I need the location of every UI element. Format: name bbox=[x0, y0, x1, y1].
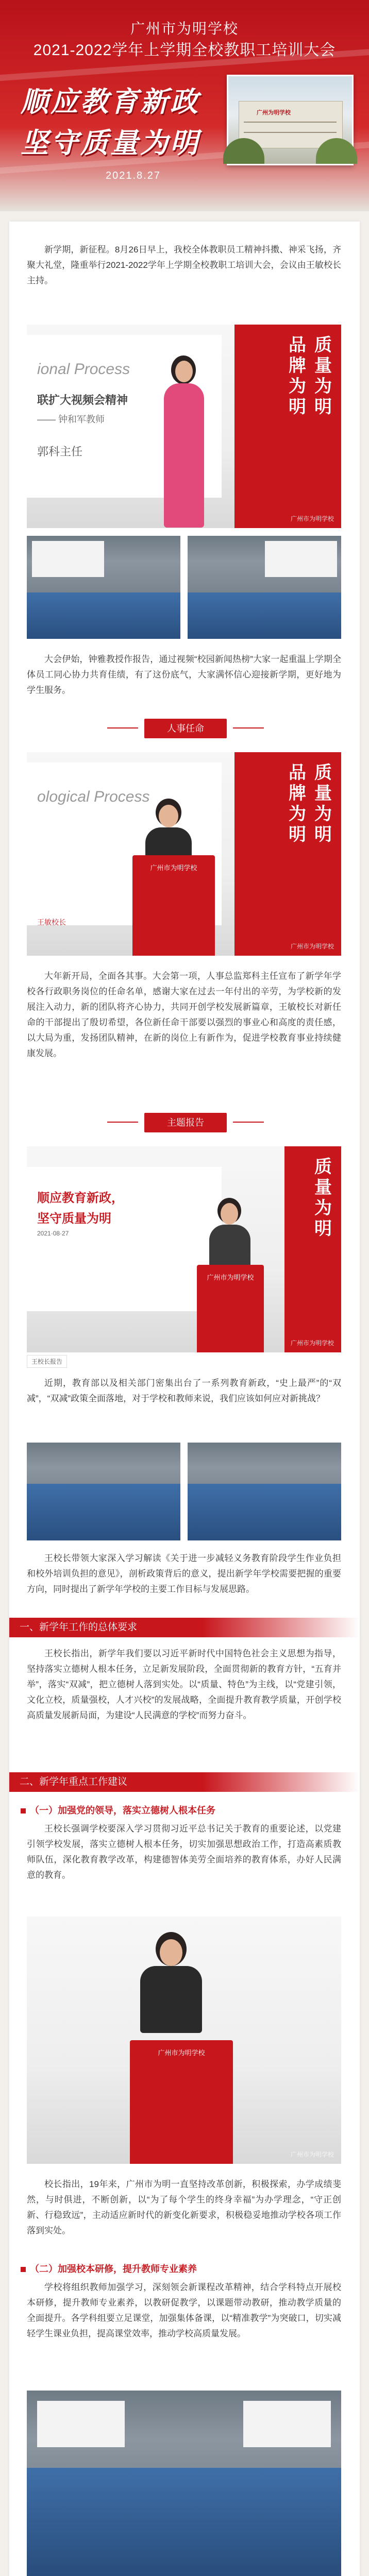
header-date: 2021.8.27 bbox=[106, 170, 161, 181]
section-title-personnel: 人事任命 bbox=[144, 719, 227, 738]
screen-date: 2021·08·27 bbox=[37, 1230, 69, 1237]
hall-screen bbox=[37, 2401, 125, 2447]
hall-screen bbox=[265, 541, 337, 577]
event-photo-report bbox=[27, 1146, 341, 1352]
audience-photo-right bbox=[188, 536, 341, 639]
header-slogan-line2: 坚守质量为明 bbox=[21, 128, 200, 159]
screen-text: ional Process bbox=[37, 361, 130, 378]
building-window bbox=[244, 122, 337, 123]
audience-photo-left bbox=[27, 1443, 180, 1540]
podium bbox=[130, 2040, 233, 2164]
face bbox=[160, 1939, 182, 1966]
header-org: 广州市为明学校 bbox=[130, 21, 239, 37]
podium bbox=[197, 1265, 264, 1352]
subheading-2 bbox=[21, 2262, 197, 2275]
bullet-square-icon bbox=[21, 2267, 26, 2272]
header-conference-title: 2021-2022学年上学期全校教职工培训大会 bbox=[33, 42, 336, 59]
intro-paragraph-2: 大会伊始，钟雅教授作报告，通过视频“校园新闻热榜”大家一起重温上学期全体员工同心协力共育佳绩，有了这份底气，大家满怀信心迎接新学期，更好地为学生服务。 bbox=[27, 654, 341, 695]
face bbox=[175, 361, 193, 382]
event-photo-headmaster bbox=[27, 752, 341, 956]
photo-caption: 王校长报告 bbox=[27, 1355, 67, 1368]
hall-screen bbox=[32, 541, 104, 577]
part2-paragraph-3: 学校将组织教师加强学习，深刻领会新课程改革精神，结合学科特点开展校本研修，提升教师专业素养，以教研促教学，以课题带动教研，推动教学质量的全面提升。各学科组要立足课堂，加强集体备课，以“精准教学”为突破口，切实减轻学生课业负担，提高课堂效率，推动学校高质量发展。 bbox=[27, 2282, 341, 2338]
face bbox=[159, 805, 178, 827]
screen-text: ological Process bbox=[37, 788, 150, 805]
red-banner bbox=[284, 1146, 341, 1352]
podium bbox=[132, 855, 215, 956]
watermark: 广州市为明学校 bbox=[290, 1340, 334, 1347]
speaker-name: 王敏校长 bbox=[37, 918, 66, 926]
screen-name: 郭科主任 bbox=[37, 445, 83, 458]
face bbox=[221, 1203, 238, 1225]
seats bbox=[27, 1484, 180, 1540]
subheading-1 bbox=[21, 1803, 215, 1817]
subheading-text: （一）加强党的领导，落实立德树人根本任务 bbox=[30, 1805, 215, 1816]
report-paragraph-2: 王校长带领大家深入学习解读《关于进一步减轻义务教育阶段学生作业负担和校外培训负担的意见》，剖析政策背后的意义，提出新学年学校需要把握的重要方向，同时提出了新学年学校的主要工作目标与发展思路。 bbox=[27, 1553, 341, 1594]
seats bbox=[27, 2468, 341, 2576]
body bbox=[140, 1966, 202, 2033]
part2-paragraph-1: 王校长强调学校要深入学习贯彻习近平总书记关于教育的重要论述，以党建引领学校发展，落实立德树人根本任务，切实加强思想政治工作，打造高素质教师队伍，深化教育教学改革，构建德智体美劳全面培养的教育体系，办好人民满意的教育。 bbox=[27, 1824, 341, 1880]
part2-paragraph-2: 校长指出，19年来，广州市为明一直坚持改革创新，积极探索，办学成绩斐然，与时俱进，不断创新，以“为了每个学生的终身幸福”为办学理念，“守正创新、行稳致远”，主动适应新时代的新变化新要求，积极稳妥地推动学校各项工作落到实处。 bbox=[27, 2179, 341, 2235]
school-building-photo bbox=[227, 75, 354, 165]
audience-photo-wide bbox=[27, 2391, 341, 2576]
heading-part2: 二、新学年重点工作建议 bbox=[9, 1772, 360, 1792]
seats bbox=[27, 592, 180, 639]
personnel-paragraph: 大年新开局，全面各其事。大会第一项，人事总监郑科主任宣布了新学年学校各行政职务岗位的任命名单，感谢大家在过去一年付出的辛劳，为学校新的发展注入动力，新的团队将齐心协力，共同开创学校发展新篇章，王敏校长对新任命的干部提出了殷切希望，各位新任命干部要以强烈的事业心和高度的责任感，以大局为重，发扬团队精神，在新的岗位上有新作为，促进学校教育事业持续健康发展。 bbox=[27, 971, 341, 1058]
podium-text: 广州市为明学校 bbox=[207, 1274, 254, 1281]
watermark: 广州市为明学校 bbox=[290, 515, 334, 522]
subheading-text: （二）加强校本研修，提升教师专业素养 bbox=[30, 2264, 197, 2274]
audience-photo-right bbox=[188, 1443, 341, 1540]
section-title-report: 主题报告 bbox=[144, 1113, 227, 1132]
body bbox=[164, 383, 204, 528]
event-photo-headmaster-2 bbox=[27, 1917, 341, 2164]
podium-text: 广州市为明学校 bbox=[150, 864, 197, 872]
screen-title-2: 坚守质量为明 bbox=[37, 1212, 111, 1226]
report-paragraph-1: 近期，教育部以及相关部门密集出台了一系列教育新政，“史上最严”的“双减”，“双减”政策全面落地，对于学校和教师来说，我们应该如何应对新挑战？ bbox=[27, 1378, 341, 1403]
header-banner bbox=[0, 0, 369, 211]
hall-screen bbox=[243, 2401, 331, 2447]
bullet-square-icon bbox=[21, 1808, 26, 1814]
watermark: 广州市为明学校 bbox=[290, 2151, 334, 2158]
banner-text: 质量为明 bbox=[314, 335, 332, 417]
heading-part1: 一、新学年工作的总体要求 bbox=[9, 1618, 360, 1637]
screen-title-1: 顺应教育新政， bbox=[37, 1191, 124, 1205]
red-banner bbox=[234, 752, 341, 956]
banner-text: 质量为明 bbox=[314, 763, 332, 844]
red-banner bbox=[234, 325, 341, 528]
watermark: 广州市为明学校 bbox=[290, 943, 334, 950]
building-window bbox=[244, 132, 337, 133]
building-sign: 广州为明学校 bbox=[257, 110, 291, 116]
intro-paragraph: 新学期，新征程。8月26日早上，我校全体教职员工精神抖擞、神采飞扬，齐聚大礼堂，隆重举行2021-2022学年上学期全校教职工培训大会，会议由王敏校长主持。 bbox=[27, 245, 341, 285]
screen-title: 联扩大视频会精神 bbox=[37, 394, 128, 406]
banner-text: 品牌为明 bbox=[289, 335, 306, 417]
audience-photo-left bbox=[27, 536, 180, 639]
banner-text: 品牌为明 bbox=[289, 763, 306, 844]
seats bbox=[188, 592, 341, 639]
part1-paragraph: 王校长指出，新学年我们要以习近平新时代中国特色社会主义思想为指导，坚持落实立德树人根本任务，立足新发展阶段，全面贯彻新的教育方针，“五育并举”，落实“双减”，把立德树人落到实处。以“质量、特色”为主线，以“党建引领，文化立校，质量强校，人才兴校”的发展战略，全面提升教育教学质量，开创学校高质量发展新局面，为建设“人民满意的学校”而努力奋斗。 bbox=[27, 1649, 341, 1720]
podium-text: 广州市为明学校 bbox=[158, 2049, 205, 2057]
seats bbox=[188, 1484, 341, 1540]
screen-subtitle: —— 钟和军教师 bbox=[37, 414, 105, 425]
header-slogan-line1: 顺应教育新政 bbox=[21, 87, 200, 117]
banner-text: 质量为明 bbox=[314, 1157, 332, 1239]
event-photo-speaker bbox=[27, 325, 341, 528]
